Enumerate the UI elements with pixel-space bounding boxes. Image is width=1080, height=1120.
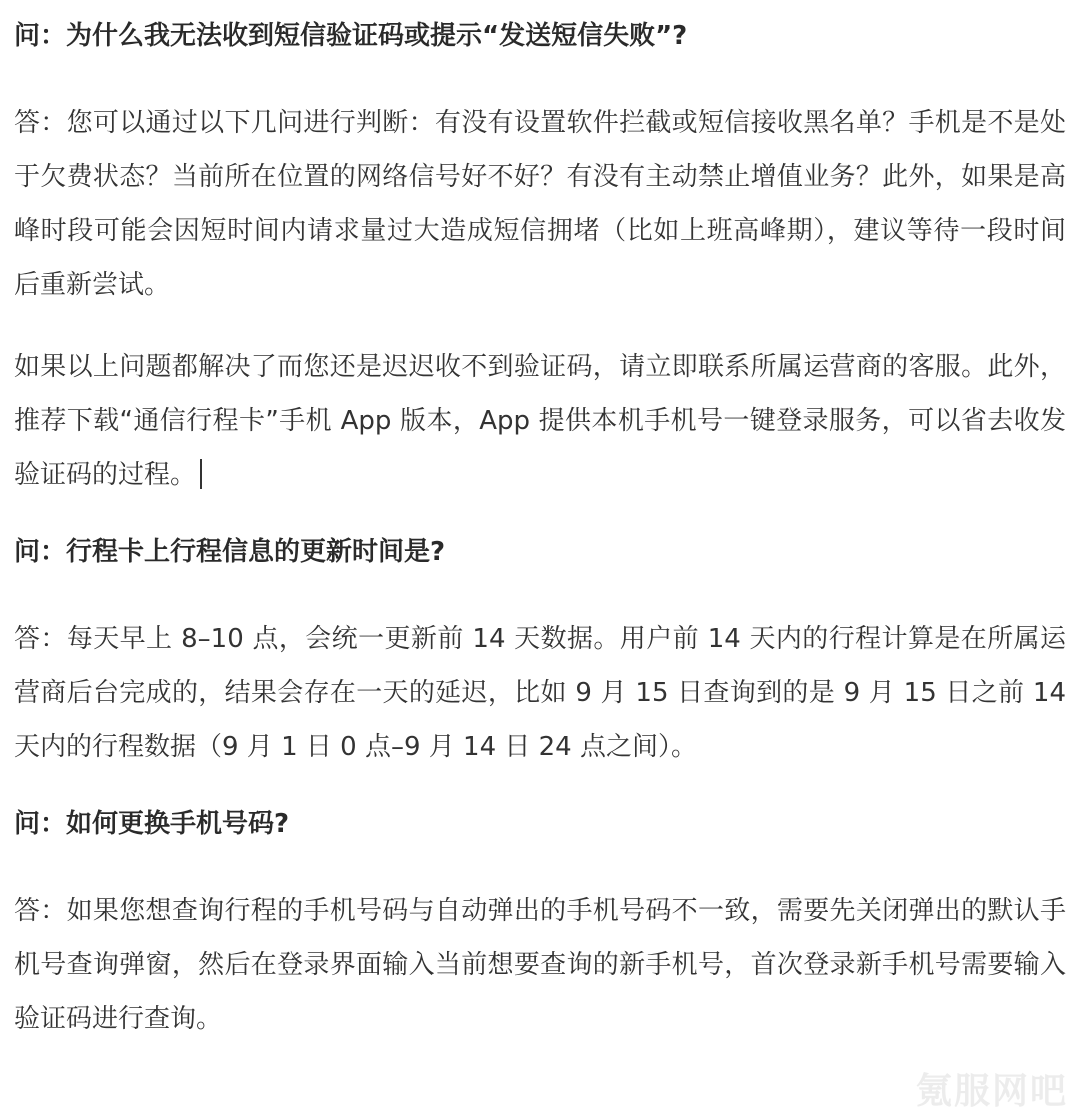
answer-sms-code-part2-text: 如果以上问题都解决了而您还是迟迟收不到验证码，请立即联系所属运营商的客服。此外，推荐下载“通信行程卡”手机 App 版本，App 提供本机手机号一键登录服务，可以省去收发验证码的过程。 [14, 352, 1066, 490]
answer-sms-code-part2[interactable] [14, 340, 1066, 502]
watermark: 氪服网吧 [915, 1071, 1068, 1112]
answer-update-time: 答：每天早上 8–10 点，会统一更新前 14 天数据。用户前 14 天内的行程计算是在所属运营商后台完成的，结果会存在一天的延迟，比如 9 月 15 日查询到的是 9 月 15 日之前 14 天内的行程数据（9 月 1 日 0 点–9 月 14 日 24 点之间）。 [14, 624, 1066, 762]
answer-sms-code-part1: 答：您可以通过以下几问进行判断：有没有设置软件拦截或短信接收黑名单？手机是不是处于欠费状态？当前所在位置的网络信号好不好？有没有主动禁止增值业务？此外，如果是高峰时段可能会因短时间内请求量过大造成短信拥堵（比如上班高峰期），建议等待一段时间后重新尝试。 [14, 108, 1066, 300]
question-update-time: 问：行程卡上行程信息的更新时间是? [14, 537, 446, 567]
question-sms-code: 问：为什么我无法收到短信验证码或提示“发送短信失败”? [14, 21, 688, 51]
text-caret [200, 459, 202, 489]
answer-change-phone: 答：如果您想查询行程的手机号码与自动弹出的手机号码不一致，需要先关闭弹出的默认手机号查询弹窗，然后在登录界面输入当前想要查询的新手机号，首次登录新手机号需要输入验证码进行查询。 [14, 896, 1066, 1034]
faq-document [14, 14, 1066, 1046]
question-change-phone: 问：如何更换手机号码? [14, 809, 290, 839]
